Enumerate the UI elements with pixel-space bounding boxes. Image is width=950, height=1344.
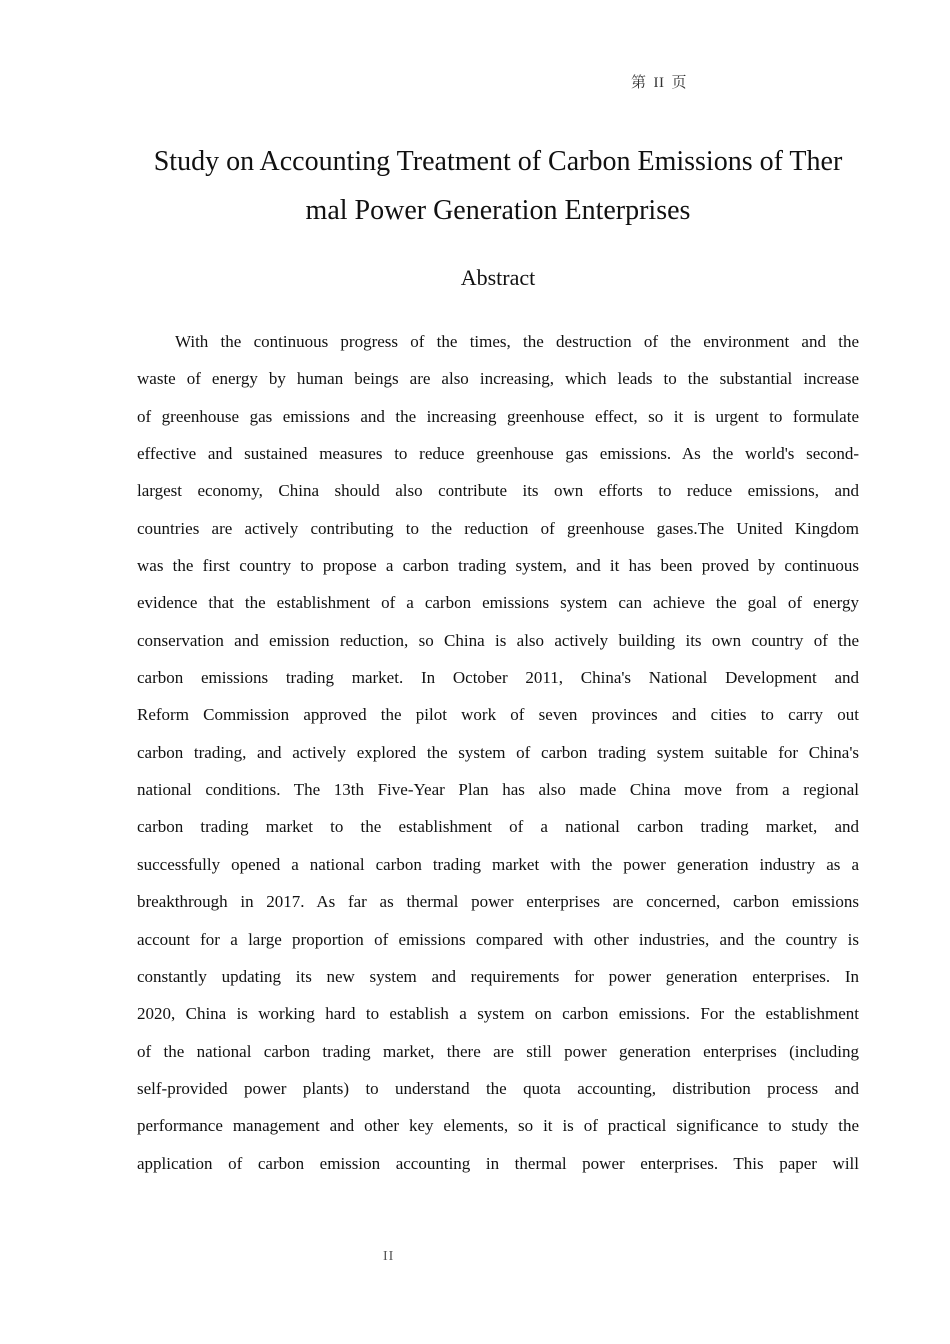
abstract-line: constantly updating its new system and requirements for power generation enterprises. In (137, 966, 859, 986)
abstract-line: With the continuous progress of the times, the destruction of the environment and the (175, 332, 859, 351)
paper-title (137, 137, 859, 235)
abstract-line: waste of energy by human beings are also increasing, which leads to the substantial increase (137, 369, 859, 389)
paper-title-line-2: mal Power Generation Enterprises (305, 195, 691, 226)
paper-title-line-1: Study on Accounting Treatment of Carbon Emissions of Ther (153, 146, 843, 177)
abstract-line: of the national carbon trading market, there are still power generation enterprises (including (137, 1041, 859, 1061)
abstract-line: conservation and emission reduction, so China is also actively building its own country of the (137, 630, 859, 650)
abstract-line: Reform Commission approved the pilot work of seven provinces and cities to carry out (137, 705, 859, 725)
abstract-line: successfully opened a national carbon trading market with the power generation industry as a (137, 854, 859, 874)
abstract-body (137, 323, 859, 1182)
abstract-line: 2020, China is working hard to establish a system on carbon emissions. For the establishment (137, 1004, 859, 1024)
abstract-line: evidence that the establishment of a carbon emissions system can achieve the goal of energy (137, 593, 859, 613)
abstract-line: carbon trading, and actively explored the system of carbon trading system suitable for China's (137, 742, 859, 762)
abstract-line: countries are actively contributing to the reduction of greenhouse gases.The United Kingdom (137, 518, 859, 538)
abstract-line: application of carbon emission accounting in thermal power enterprises. This paper will (137, 1153, 859, 1173)
abstract-line: carbon emissions trading market. In October 2011, China's National Development and (137, 668, 859, 688)
abstract-line: account for a large proportion of emissions compared with other industries, and the country is (137, 929, 859, 949)
abstract-heading: Abstract (460, 265, 536, 290)
abstract-line: was the first country to propose a carbon trading system, and it has been proved by continuous (137, 556, 859, 576)
abstract-line: performance management and other key elements, so it is of practical significance to study the (137, 1116, 859, 1136)
header-prefix: 第 (631, 75, 647, 91)
abstract-line: national conditions. The 13th Five-Year Plan has also made China move from a regional (137, 780, 859, 800)
header-page-number: II (653, 75, 665, 91)
abstract-line: self-provided power plants) to understand the quota accounting, distribution process and (137, 1078, 859, 1098)
abstract-line: effective and sustained measures to reduce greenhouse gas emissions. As the world's second- (137, 444, 859, 464)
header-suffix: 页 (671, 75, 688, 91)
page-header (631, 71, 694, 92)
abstract-line: breakthrough in 2017. As far as thermal power enterprises are concerned, carbon emissions (137, 892, 859, 912)
footer-page-number: II (383, 1249, 395, 1264)
abstract-line: largest economy, China should also contribute its own efforts to reduce emissions, and (137, 481, 859, 501)
abstract-line: carbon trading market to the establishment of a national carbon trading market, and (137, 817, 859, 837)
abstract-line: of greenhouse gas emissions and the increasing greenhouse effect, so it is urgent to formulate (137, 406, 859, 426)
